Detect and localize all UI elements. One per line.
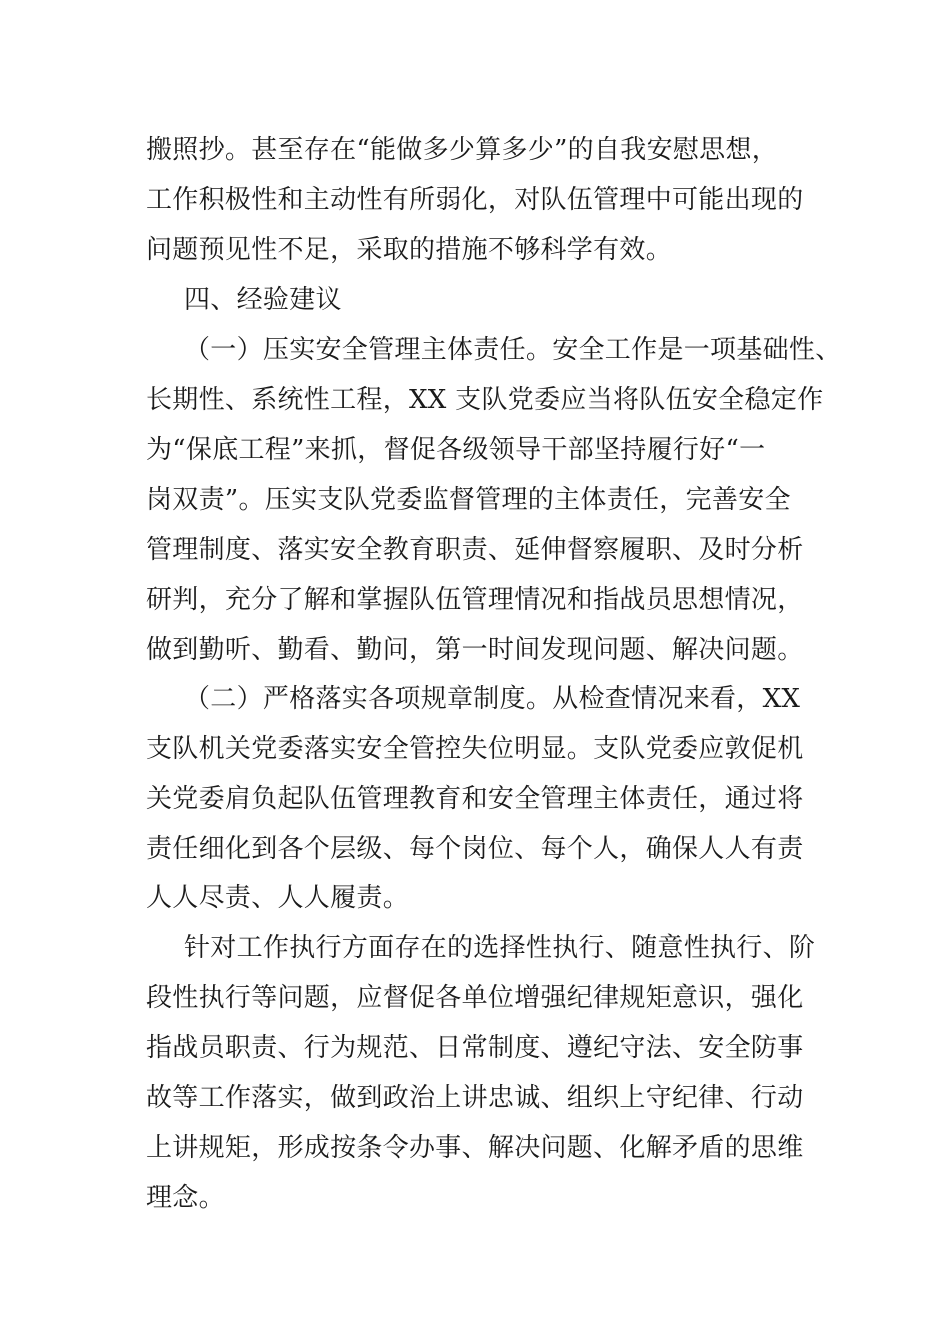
- paragraph-line: 人人尽责、人人履责。: [146, 883, 410, 913]
- paragraph-line: 为“保底工程”来抓，督促各级领导干部坚持履行好“一: [146, 435, 766, 465]
- paragraph-line: 理念。: [146, 1183, 225, 1213]
- paragraph-line: 问题预见性不足，采取的措施不够科学有效。: [146, 235, 673, 265]
- paragraph-line: 关党委肩负起队伍管理教育和安全管理主体责任，通过将: [146, 784, 804, 814]
- paragraph-line: 做到勤听、勤看、勤问，第一时间发现问题、解决问题。: [146, 635, 804, 665]
- subsection-heading-line: （二）严格落实各项规章制度。从检查情况来看，XX: [184, 684, 801, 714]
- paragraph-line: 研判，充分了解和掌握队伍管理情况和指战员思想情况，: [146, 585, 804, 615]
- paragraph-line: 管理制度、落实安全教育职责、延伸督察履职、及时分析: [146, 535, 804, 565]
- paragraph-line: 责任细化到各个层级、每个岗位、每个人，确保人人有责: [146, 834, 804, 864]
- paragraph-line: 故等工作落实，做到政治上讲忠诚、组织上守纪律、行动: [146, 1083, 804, 1113]
- paragraph-line: 岗双责”。压实支队党委监督管理的主体责任，完善安全: [146, 485, 791, 515]
- section-heading: 四、经验建议: [184, 285, 342, 315]
- subsection-heading-line: （一）压实安全管理主体责任。安全工作是一项基础性、: [184, 335, 842, 365]
- paragraph-line: 工作积极性和主动性有所弱化，对队伍管理中可能出现的: [146, 185, 804, 215]
- paragraph-line: 针对工作执行方面存在的选择性执行、随意性执行、阶: [184, 933, 816, 963]
- paragraph-line: 长期性、系统性工程，XX 支队党委应当将队伍安全稳定作: [146, 385, 824, 415]
- paragraph-line: 指战员职责、行为规范、日常制度、遵纪守法、安全防事: [146, 1033, 804, 1063]
- paragraph-line: 支队机关党委落实安全管控失位明显。支队党委应敦促机: [146, 734, 804, 764]
- paragraph-line: 段性执行等问题，应督促各单位增强纪律规矩意识，强化: [146, 983, 804, 1013]
- paragraph-line: 上讲规矩，形成按条令办事、解决问题、化解矛盾的思维: [146, 1133, 804, 1163]
- paragraph-line: 搬照抄。甚至存在“能做多少算多少”的自我安慰思想，: [146, 135, 779, 165]
